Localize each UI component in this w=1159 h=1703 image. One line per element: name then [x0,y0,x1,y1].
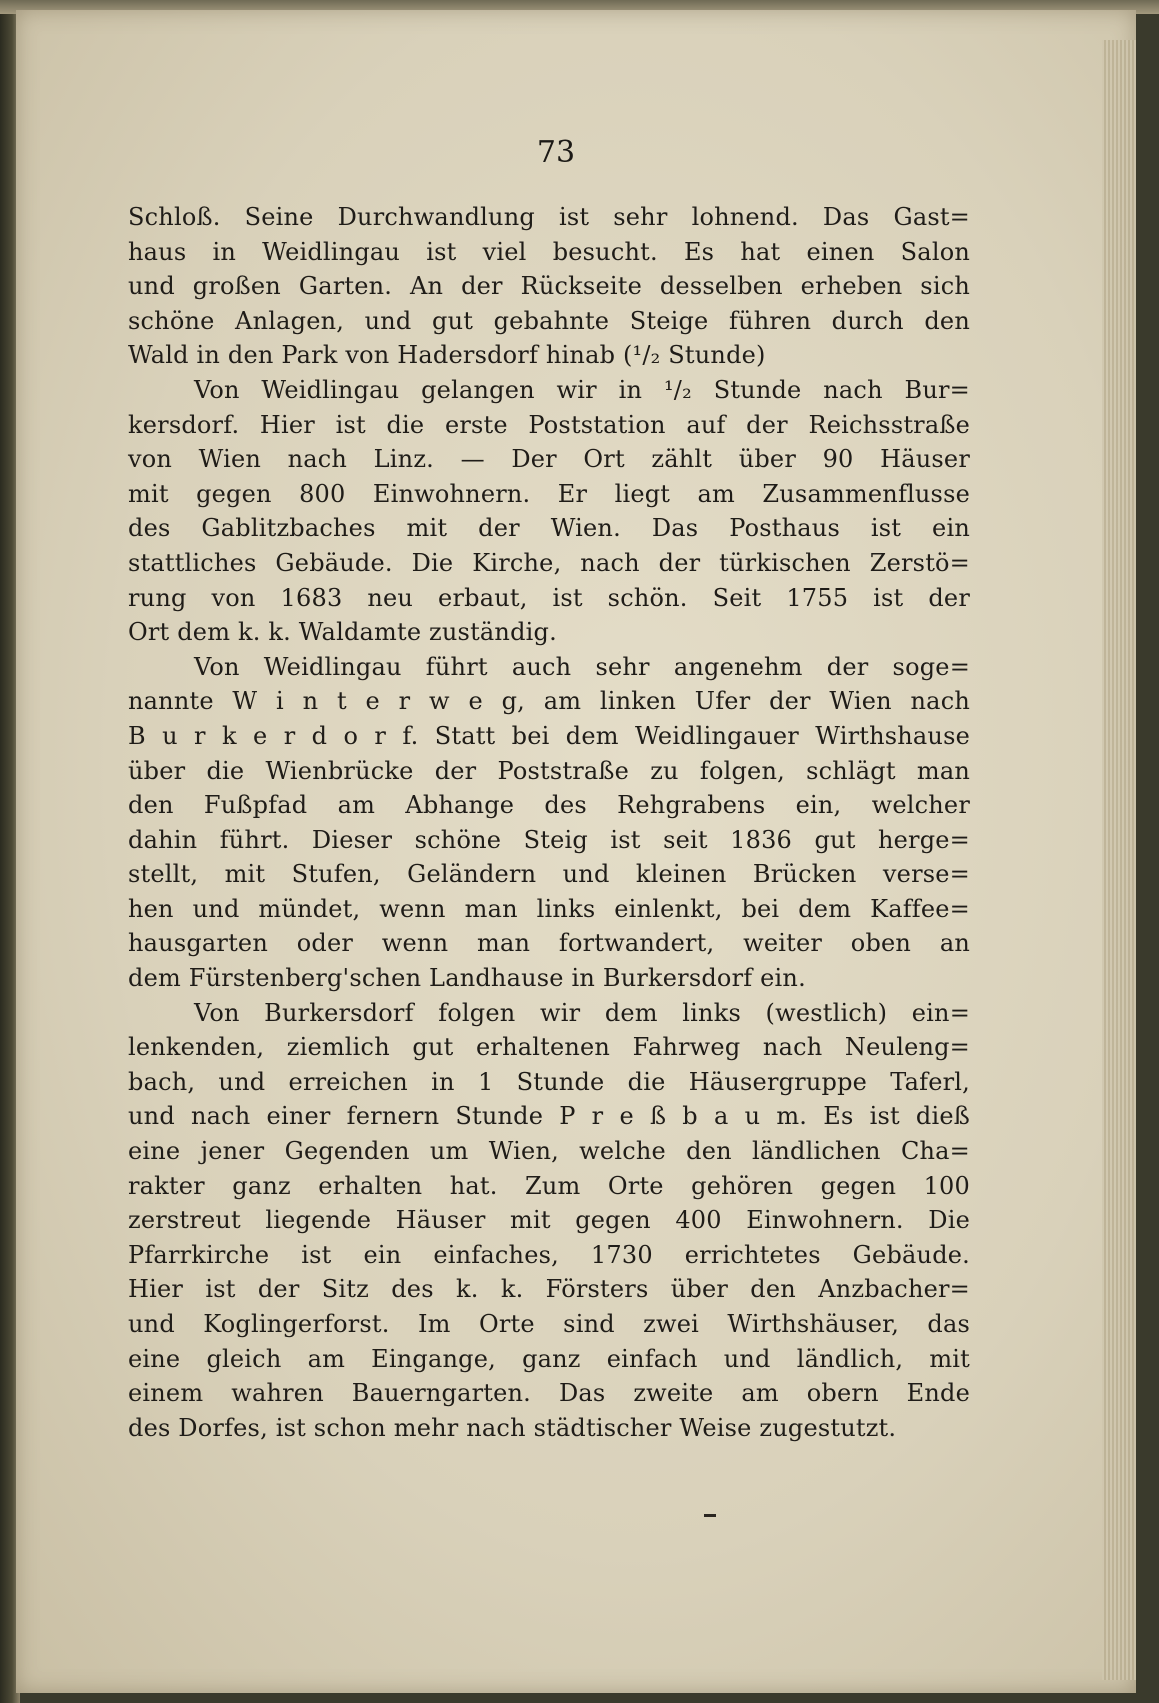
text-line: dem Fürstenberg'schen Landhause in Burkersdorf ein. [128,964,806,993]
text-line: von Wien nach Linz. — Der Ort zählt über 90 Häuser [128,445,970,474]
text-line: eine jener Gegenden um Wien, welche den ländlichen Cha= [128,1137,970,1166]
text-line: rakter ganz erhalten hat. Zum Orte gehören gegen 100 [128,1171,970,1200]
text-line: Schloß. Seine Durchwandlung ist sehr lohnend. Das Gast= [128,203,970,231]
body-text [128,200,970,1445]
ink-mark [704,1514,716,1517]
text-line: Hier ist der Sitz des k. k. Försters über den Anzbacher= [128,1275,970,1304]
text-line: und Koglingerforst. Im Orte sind zwei Wirthshäuser, das [128,1310,970,1338]
text-line: Von Burkersdorf folgen wir dem links (westlich) ein= [194,998,970,1027]
text-line: kersdorf. Hier ist die erste Poststation auf der Reichsstraße [128,410,970,439]
text-line: Pfarrkirche ist ein einfaches, 1730 errichtetes Gebäude. [128,1240,970,1269]
text-line: hausgarten oder wenn man fortwandert, weiter oben an [128,929,970,958]
text-line: nannte W i n t e r w e g, am linken Ufer der Wien nach [128,687,970,716]
text-line: Von Weidlingau führt auch sehr angenehm der soge= [194,652,970,681]
text-line: dahin führt. Dieser schöne Steig ist seit 1836 gut herge= [128,825,970,854]
book-page [16,10,1136,1693]
text-line: Ort dem k. k. Waldamte zuständig. [128,618,557,647]
text-line: mit gegen 800 Einwohnern. Er liegt am Zusammenflusse [128,479,970,508]
text-line: zerstreut liegende Häuser mit gegen 400 Einwohnern. Die [128,1206,970,1235]
page-number: 73 [536,135,576,170]
text-line: Von Weidlingau gelangen wir in ¹/₂ Stunde nach Bur= [194,375,970,404]
text-line: und nach einer fernern Stunde P r e ß b a u m. Es ist dieß [128,1102,970,1131]
text-line: über die Wienbrücke der Poststraße zu folgen, schlägt man [128,756,970,785]
text-line: schöne Anlagen, und gut gebahnte Steige führen durch den [128,306,970,335]
text-line: den Fußpfad am Abhange des Rehgrabens ein, welcher [128,791,970,820]
text-line: und großen Garten. An der Rückseite desselben erheben sich [128,272,970,301]
text-line: B u r k e r d o r f. Statt bei dem Weidlingauer Wirthshause [128,721,970,750]
text-line: haus in Weidlingau ist viel besucht. Es hat einen Salon [128,237,970,266]
text-line: stellt, mit Stufen, Geländern und kleinen Brücken verse= [128,860,970,889]
page-edge [1102,40,1136,1680]
text-line: rung von 1683 neu erbaut, ist schön. Seit 1755 ist der [128,583,970,612]
text-line: des Gablitzbaches mit der Wien. Das Posthaus ist ein [128,514,970,543]
text-line: des Dorfes, ist schon mehr nach städtischer Weise zugestutzt. [128,1413,897,1442]
text-line: Wald in den Park von Hadersdorf hinab (¹/₂ Stunde) [128,341,766,370]
text-line: hen und mündet, wenn man links einlenkt, bei dem Kaffee= [128,894,970,923]
text-line: einem wahren Bauerngarten. Das zweite am obern Ende [128,1379,970,1408]
text-line: stattliches Gebäude. Die Kirche, nach der türkischen Zerstö= [128,548,970,577]
text-line: eine gleich am Eingange, ganz einfach und ländlich, mit [128,1344,970,1373]
text-line: lenkenden, ziemlich gut erhaltenen Fahrweg nach Neuleng= [128,1033,970,1062]
text-line: bach, und erreichen in 1 Stunde die Häusergruppe Taferl, [128,1067,970,1096]
